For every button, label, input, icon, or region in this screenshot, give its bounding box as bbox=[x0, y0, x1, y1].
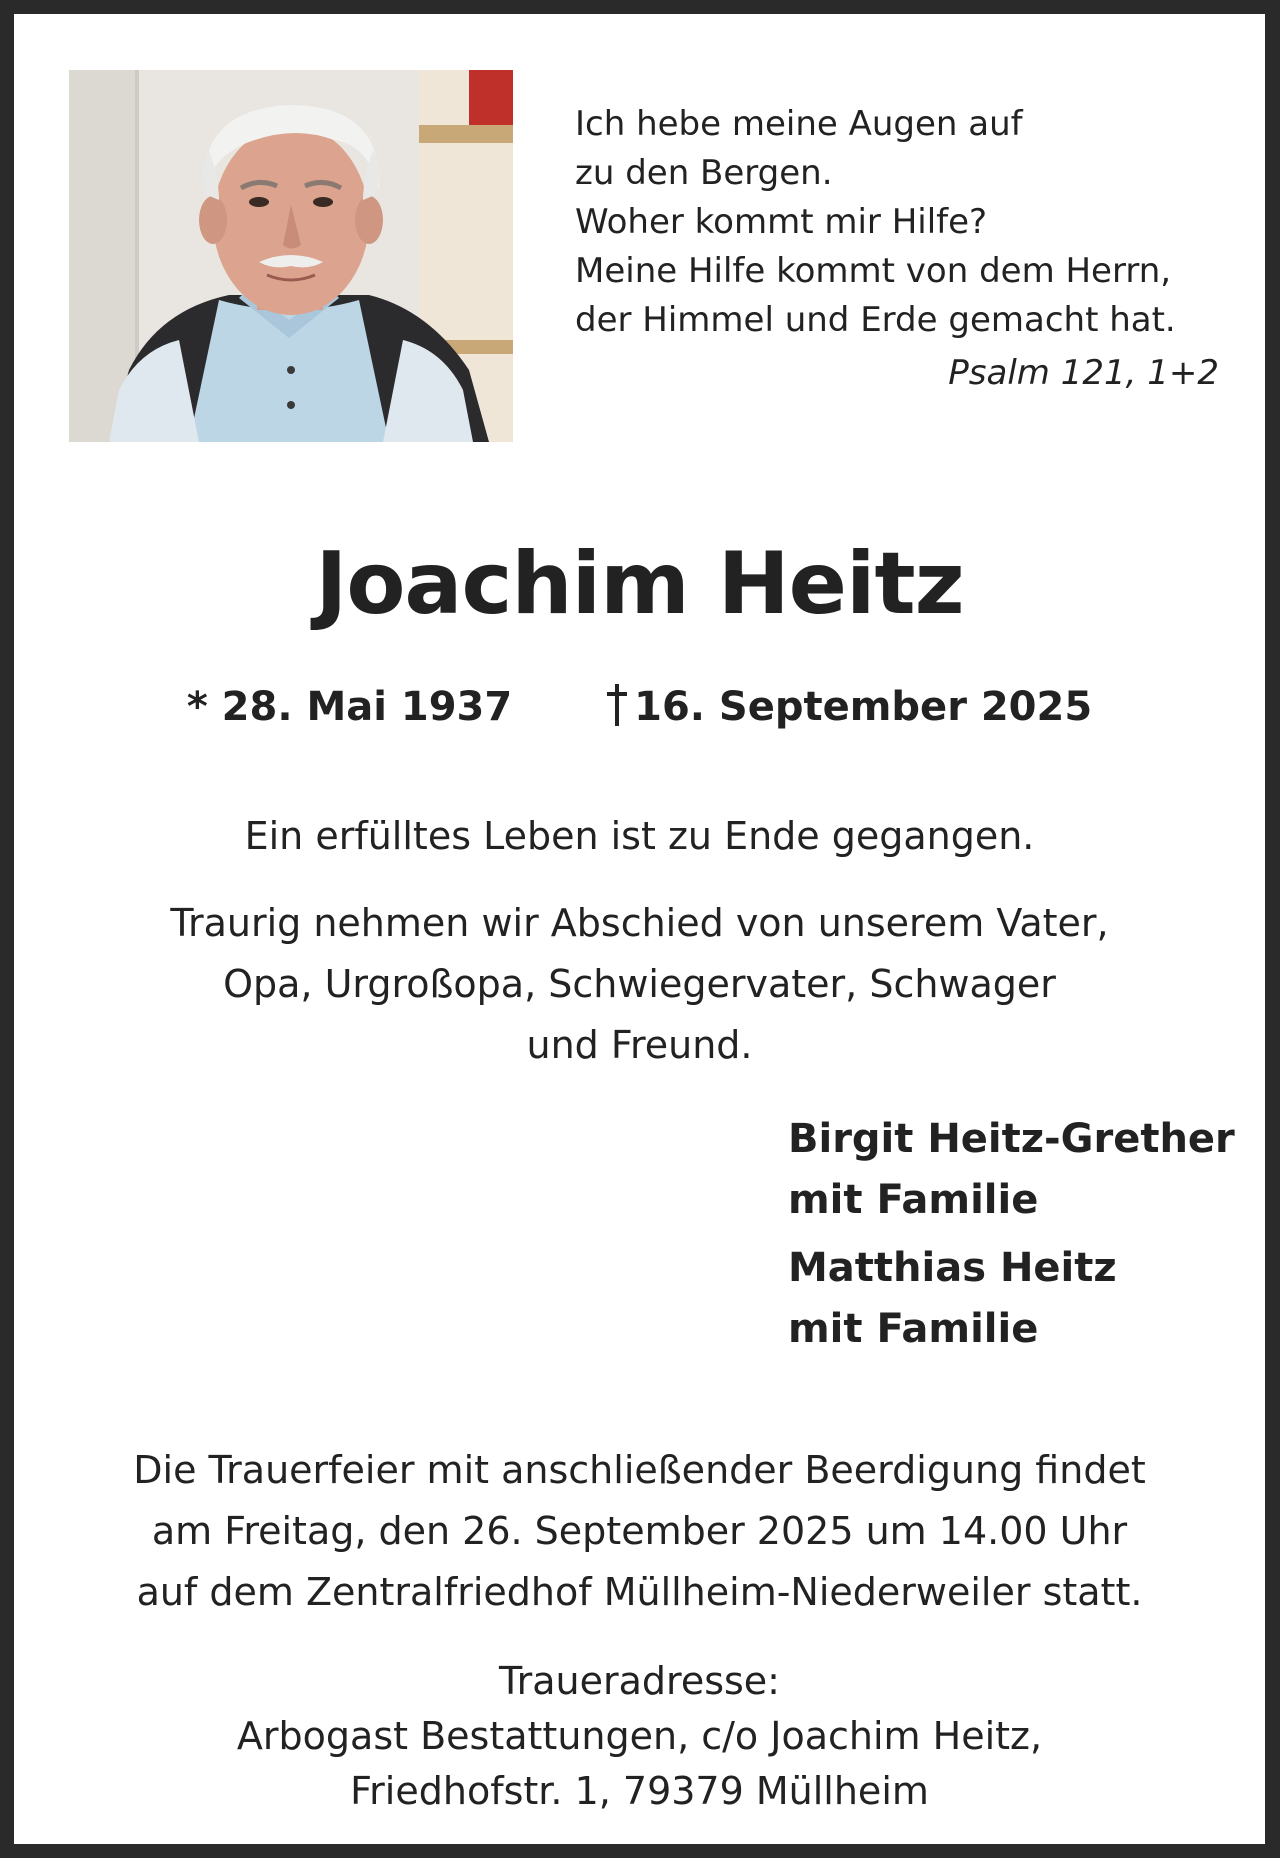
address-line: Friedhofstr. 1, 79379 Müllheim bbox=[350, 1769, 929, 1813]
psalm-verse bbox=[575, 100, 1225, 398]
farewell-line: Traurig nehmen wir Abschied von unserem Vater, bbox=[170, 901, 1109, 945]
farewell-line: Opa, Urgroßopa, Schwiegervater, Schwager bbox=[223, 962, 1056, 1006]
verse-line: zu den Bergen. bbox=[575, 153, 833, 193]
signer-note: mit Familie bbox=[788, 1177, 1039, 1223]
ceremony-line: auf dem Zentralfriedhof Müllheim-Niederweiler statt. bbox=[136, 1570, 1143, 1614]
verse-line: Ich hebe meine Augen auf bbox=[575, 104, 1023, 144]
ceremony-line: am Freitag, den 26. September 2025 um 14.00 Uhr bbox=[151, 1509, 1128, 1553]
verse-line: der Himmel und Erde gemacht hat. bbox=[575, 300, 1176, 340]
signer-note: mit Familie bbox=[788, 1306, 1039, 1352]
address-label: Traueradresse: bbox=[499, 1659, 780, 1703]
ceremony-info bbox=[14, 1440, 1265, 1623]
verse-reference: Psalm 121, 1+2 bbox=[948, 353, 1219, 393]
ceremony-line: Die Trauerfeier mit anschließender Beerdigung findet bbox=[133, 1448, 1146, 1492]
death-date-group bbox=[606, 682, 1092, 738]
signer-name: Matthias Heitz bbox=[788, 1245, 1117, 1291]
life-summary bbox=[14, 806, 1265, 867]
cross-icon bbox=[606, 682, 628, 738]
address-line: Arbogast Bestattungen, c/o Joachim Heitz, bbox=[236, 1714, 1043, 1758]
mourning-address bbox=[14, 1654, 1265, 1819]
obituary-card bbox=[14, 14, 1265, 1844]
life-dates bbox=[14, 682, 1265, 738]
signer bbox=[788, 1109, 1235, 1231]
verse-line: Woher kommt mir Hilfe? bbox=[575, 202, 988, 242]
verse-line: Meine Hilfe kommt von dem Herrn, bbox=[575, 251, 1172, 291]
death-date: 16. September 2025 bbox=[634, 684, 1093, 730]
signer-name: Birgit Heitz-Grether bbox=[788, 1116, 1235, 1162]
farewell-line: und Freund. bbox=[526, 1023, 753, 1067]
deceased-name: Joachim Heitz bbox=[315, 534, 964, 634]
farewell-text bbox=[14, 893, 1265, 1076]
signer bbox=[788, 1238, 1235, 1360]
summary-line: Ein erfülltes Leben ist zu Ende gegangen. bbox=[244, 814, 1035, 858]
birth-date: * 28. Mai 1937 bbox=[186, 684, 513, 730]
signers bbox=[788, 1109, 1235, 1367]
portrait-photo bbox=[69, 70, 513, 442]
